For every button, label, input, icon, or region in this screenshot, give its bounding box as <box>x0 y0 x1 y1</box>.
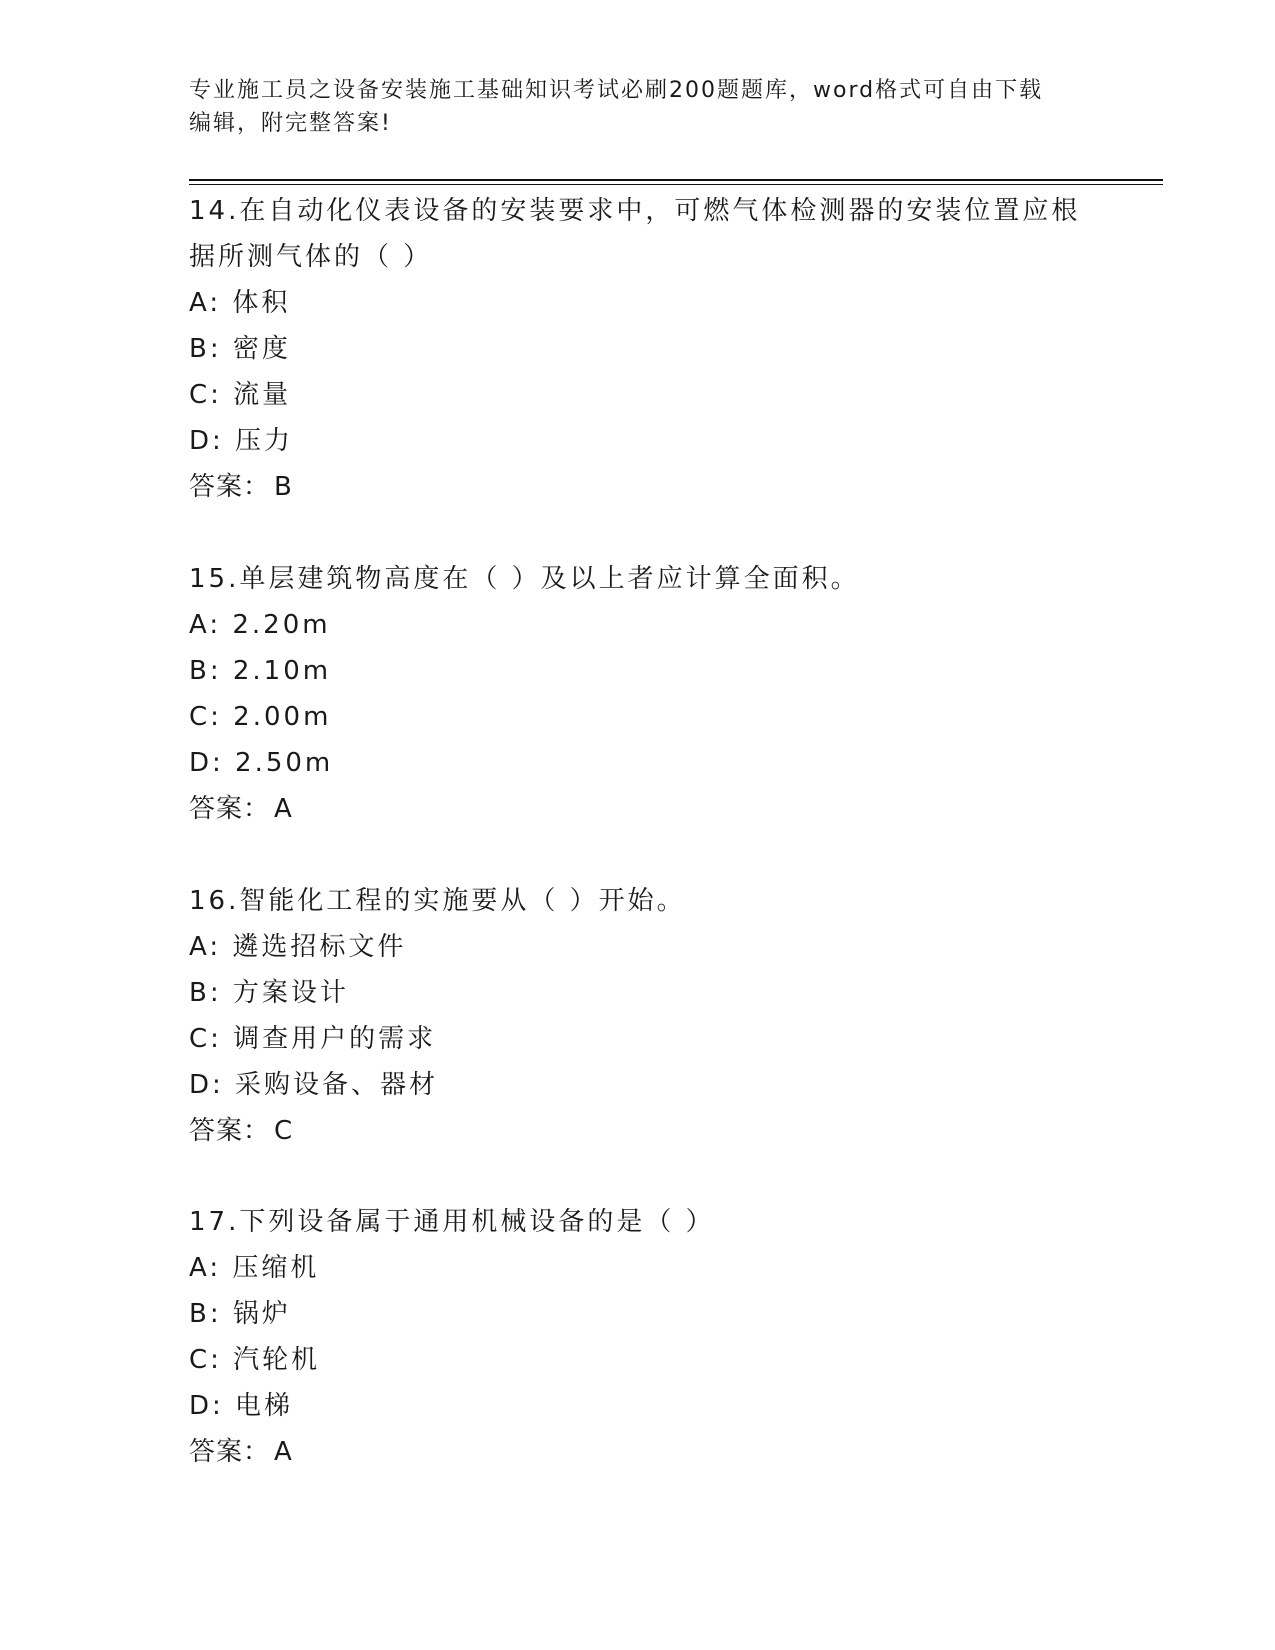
question-stem-line-1: 16.智能化工程的实施要从（ ）开始。 <box>189 886 686 916</box>
option-a: A: 压缩机 <box>189 1253 320 1283</box>
answer-label: 答案： <box>189 472 271 502</box>
question-stem <box>189 1199 1089 1245</box>
option-d: D: 电梯 <box>189 1391 294 1421</box>
question-stem-line-1: 15.单层建筑物高度在（ ）及以上者应计算全面积。 <box>189 564 860 594</box>
option-d: D: 采购设备、器材 <box>189 1070 439 1100</box>
document-header <box>189 74 1089 140</box>
question-stem <box>189 556 1089 602</box>
question-stem-line-1: 17.下列设备属于通用机械设备的是（ ） <box>189 1207 715 1237</box>
option-b: B: 锅炉 <box>189 1299 291 1329</box>
option-a: A: 体积 <box>189 288 291 318</box>
question-15 <box>189 556 1089 832</box>
option-a: A: 2.20m <box>189 610 331 640</box>
answer-value: A <box>274 1437 293 1467</box>
option-b: B: 密度 <box>189 334 291 364</box>
question-16 <box>189 878 1089 1154</box>
option-b: B: 2.10m <box>189 656 332 686</box>
option-a: A: 遴选招标文件 <box>189 932 407 962</box>
option-b: B: 方案设计 <box>189 978 349 1008</box>
answer-label: 答案： <box>189 1116 271 1146</box>
question-stem-line-2: 据所测气体的（ ） <box>189 242 433 272</box>
option-c: C: 流量 <box>189 380 292 410</box>
answer-line <box>189 786 1089 832</box>
header-divider-thin <box>189 184 1163 185</box>
answer-line <box>189 464 1089 510</box>
option-c: C: 2.00m <box>189 702 332 732</box>
question-stem <box>189 878 1089 924</box>
answer-label: 答案： <box>189 794 271 824</box>
header-line-2: 编辑，附完整答案! <box>189 111 392 136</box>
answer-value: C <box>274 1116 294 1146</box>
option-c: C: 调查用户的需求 <box>189 1024 437 1054</box>
answer-line <box>189 1108 1089 1154</box>
option-d: D: 2.50m <box>189 748 334 778</box>
header-divider-thick <box>189 179 1163 181</box>
answer-value: B <box>274 472 293 502</box>
question-stem <box>189 188 1089 280</box>
option-d: D: 压力 <box>189 426 294 456</box>
header-line-1: 专业施工员之设备安装施工基础知识考试必刷200题题库，word格式可自由下载 <box>189 78 1044 103</box>
answer-value: A <box>274 794 293 824</box>
answer-line <box>189 1429 1089 1475</box>
answer-label: 答案： <box>189 1437 271 1467</box>
question-17 <box>189 1199 1089 1475</box>
question-14 <box>189 188 1089 510</box>
option-c: C: 汽轮机 <box>189 1345 321 1375</box>
question-stem-line-1: 14.在自动化仪表设备的安装要求中，可燃气体检测器的安装位置应根 <box>189 196 1081 226</box>
